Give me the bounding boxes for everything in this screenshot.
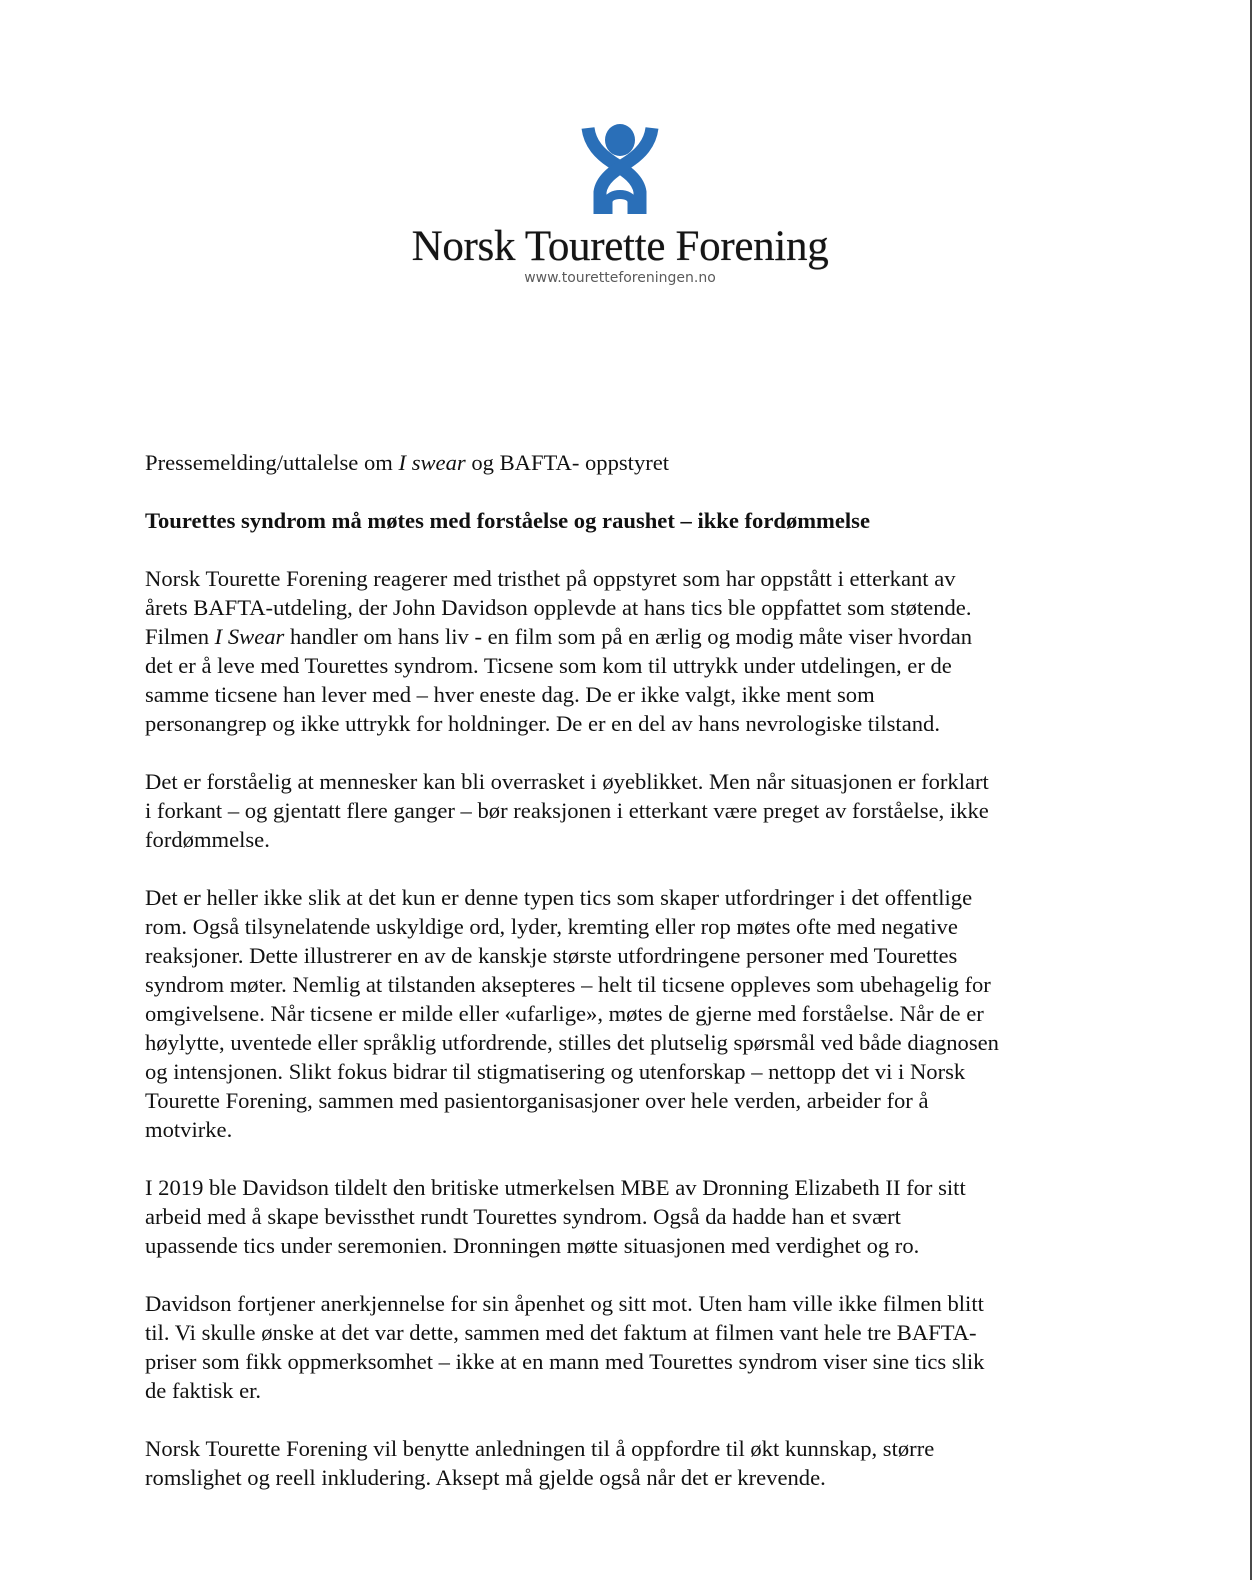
paragraph-line: i forkant – og gjentatt flere ganger – bør reaksjonen i etterkant være preget av forståelse, ikke <box>145 798 989 823</box>
paragraph-line: Norsk Tourette Forening reagerer med tristhet på oppstyret som har oppstått i etterkant av <box>145 566 956 591</box>
paragraph-line: de faktisk er. <box>145 1378 262 1403</box>
line-text: handler om hans liv - en film som på en ærlig og modig måte viser hvordan <box>284 624 973 649</box>
paragraph-line: romslighet og reell inkludering. Aksept må gjelde også når det er krevende. <box>145 1465 826 1490</box>
paragraph-line: upassende tics under seremonien. Dronningen møtte situasjonen med verdighet og ro. <box>145 1233 920 1258</box>
paragraph-line: høylytte, uventede eller språklig utfordrende, stilles det plutselig spørsmål ved både diagnosen <box>145 1030 999 1055</box>
paragraph-line: omgivelsene. Når ticsene er milde eller «ufarlige», møtes de gjerne med forståelse. Når de er <box>145 1001 984 1026</box>
paragraph-closing <box>145 1434 1105 1492</box>
paragraph-line: Tourette Forening, sammen med pasientorganisasjoner over hele verden, arbeider for å <box>145 1088 929 1113</box>
paragraph-line: det er å leve med Tourettes syndrom. Ticsene som kom til uttrykk under utdelingen, er de <box>145 653 952 678</box>
organization-logo <box>400 118 840 286</box>
organization-url: www.touretteforeningen.no <box>524 270 716 286</box>
line-text: Filmen <box>145 624 215 649</box>
paragraph-line: fordømmelse. <box>145 827 270 852</box>
document-headline: Tourettes syndrom må møtes med forståelse og raushet – ikke fordømmelse <box>145 508 871 533</box>
document-subject <box>145 448 1105 477</box>
paragraph-line: priser som fikk oppmerksomhet – ikke at en mann med Tourettes syndrom viser sine tics slik <box>145 1349 985 1374</box>
paragraph-line: Det er heller ikke slik at det kun er denne typen tics som skaper utfordringer i det offentlige <box>145 885 973 910</box>
paragraph-line: samme ticsene han lever med – hver eneste dag. De er ikke valgt, ikke ment som <box>145 682 875 707</box>
paragraph-line: Det er forståelig at mennesker kan bli overrasket i øyeblikket. Men når situasjonen er forklart <box>145 769 989 794</box>
paragraph-mbe <box>145 1173 1105 1260</box>
person-arms-raised-icon <box>578 118 662 224</box>
paragraph-line: rom. Også tilsynelatende uskyldige ord, lyder, kremting eller rop møtes ofte med negative <box>145 914 958 939</box>
paragraph-understanding <box>145 767 1105 854</box>
paragraph-line: motvirke. <box>145 1117 233 1142</box>
paragraph-line: Norsk Tourette Forening vil benytte anledningen til å oppfordre til økt kunnskap, større <box>145 1436 935 1461</box>
film-title: I swear <box>398 450 466 475</box>
paragraph-line: Davidson fortjener anerkjennelse for sin åpenhet og sitt mot. Uten ham ville ikke filmen blitt <box>145 1291 984 1316</box>
paragraph-public-challenges <box>145 883 1105 1144</box>
paragraph-line: personangrep og ikke uttrykk for holdninger. De er en del av hans nevrologiske tilstand. <box>145 711 940 736</box>
paragraph-line: årets BAFTA-utdeling, der John Davidson opplevde at hans tics ble oppfattet som støtende. <box>145 595 972 620</box>
paragraph-line: reaksjoner. Dette illustrerer en av de kanskje største utfordringene personer med Tourettes <box>145 943 958 968</box>
subject-text-end: og BAFTA- oppstyret <box>465 450 670 475</box>
paragraph-line: til. Vi skulle ønske at det var dette, sammen med det faktum at filmen vant hele tre BAFTA- <box>145 1320 977 1345</box>
paragraph-intro <box>145 564 1105 738</box>
subject-text: Pressemelding/uttalelse om <box>145 450 399 475</box>
paragraph-recognition <box>145 1289 1105 1405</box>
paragraph-line: syndrom møter. Nemlig at tilstanden aksepteres – helt til ticsene oppleves som ubehagelig for <box>145 972 991 997</box>
paragraph-line <box>145 622 1105 651</box>
organization-name: Norsk Tourette Forening <box>411 223 829 270</box>
press-release-body <box>145 448 1105 1521</box>
paragraph-line: arbeid med å skape bevissthet rundt Tourettes syndrom. Også da hadde han et svært <box>145 1204 901 1229</box>
film-title: I Swear <box>214 624 285 649</box>
paragraph-line: og intensjonen. Slikt fokus bidrar til stigmatisering og utenforskap – nettopp det vi i Norsk <box>145 1059 966 1084</box>
paragraph-line: I 2019 ble Davidson tildelt den britiske utmerkelsen MBE av Dronning Elizabeth II for sitt <box>145 1175 966 1200</box>
